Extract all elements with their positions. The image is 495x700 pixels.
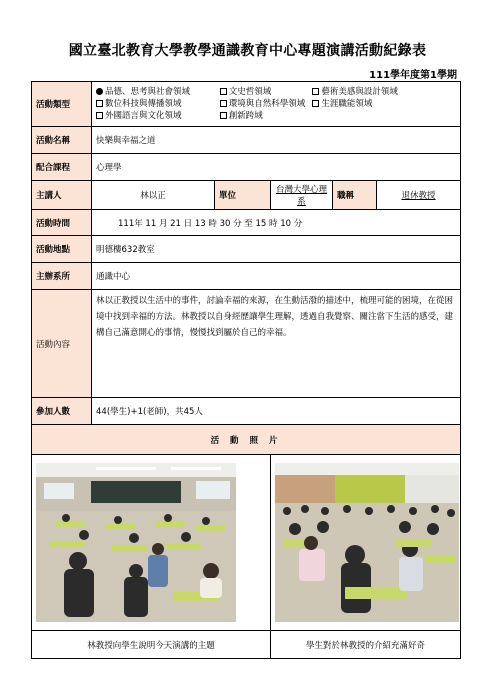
photo-caption-1: 林教授向學生說明今天演講的主題	[32, 631, 271, 659]
type-option[interactable]: 外國語言與文化領域	[96, 110, 215, 122]
label-position: 職稱	[333, 181, 377, 210]
label-course: 配合課程	[32, 154, 92, 181]
label-unit: 單位	[215, 181, 271, 210]
photo-students-listening	[275, 463, 459, 622]
label-speaker: 主講人	[32, 181, 92, 210]
photo-caption-2: 學生對於林教授的介紹充滿好奇	[271, 631, 461, 659]
type-option[interactable]: 數位科技與傳播領域	[96, 98, 215, 110]
course-value: 心理學	[92, 154, 461, 181]
label-organizer: 主辦系所	[32, 263, 92, 290]
checkbox-icon[interactable]	[96, 100, 103, 107]
location-value: 明德樓632教室	[92, 236, 461, 263]
photo-cell-2	[271, 455, 461, 631]
type-option[interactable]: 文史哲領域	[220, 86, 308, 98]
label-time: 活動時間	[32, 210, 92, 236]
type-option[interactable]: 環境與自然科學領域	[220, 98, 308, 110]
content-value: 林以正教授以生活中的事件，討論幸福的來源，在生動活潑的描述中，梳理可能的困境，在從困境中找到幸福的方法。林教授以自身經歷讓學生理解，透過自我覺察、關注當下生活的感受，建構自己滿意開心的事情，慢慢找到屬於自己的幸福。	[92, 290, 461, 398]
checkbox-icon[interactable]	[312, 88, 319, 95]
photos-heading: 活 動 照 片	[32, 425, 461, 455]
time-value: 111年 11 月 21 日 13 時 30 分 至 15 時 10 分	[92, 210, 461, 236]
speaker-value: 林以正	[92, 181, 215, 210]
checkbox-icon[interactable]	[312, 100, 319, 107]
type-option[interactable]: 藝術美感與設計領域	[312, 86, 398, 98]
label-content: 活動內容	[32, 290, 92, 398]
type-option[interactable]: 創新跨域	[220, 110, 263, 122]
document-title: 國立臺北教育大學教學通識教育中心專題演講活動紀錄表	[68, 43, 427, 59]
photo-lecture-hall	[36, 463, 236, 622]
label-activity-name: 活動名稱	[32, 127, 92, 154]
photo-cell-1	[32, 455, 271, 631]
attendees-value: 44(學生)+1(老師)，共45人	[92, 398, 461, 425]
activity-type-options	[92, 82, 461, 127]
activity-name-value: 快樂與幸福之道	[92, 127, 461, 154]
label-activity-type: 活動類型	[32, 82, 92, 127]
checkbox-icon[interactable]	[96, 112, 103, 119]
type-option[interactable]: 生涯職能領域	[312, 98, 372, 110]
position-value: 退休教授	[377, 181, 461, 210]
unit-value: 台灣大學心理系	[271, 181, 333, 210]
organizer-value: 通識中心	[92, 263, 461, 290]
checkbox-icon[interactable]	[96, 88, 103, 95]
type-option[interactable]: 品德、思考與社會領域	[96, 86, 215, 98]
label-location: 活動地點	[32, 236, 92, 263]
record-table	[31, 81, 461, 659]
checkbox-icon[interactable]	[220, 88, 227, 95]
label-attendees: 參加人數	[32, 398, 92, 425]
checkbox-icon[interactable]	[220, 112, 227, 119]
term-label: 111學年度第1學期	[369, 70, 457, 81]
checkbox-icon[interactable]	[220, 100, 227, 107]
